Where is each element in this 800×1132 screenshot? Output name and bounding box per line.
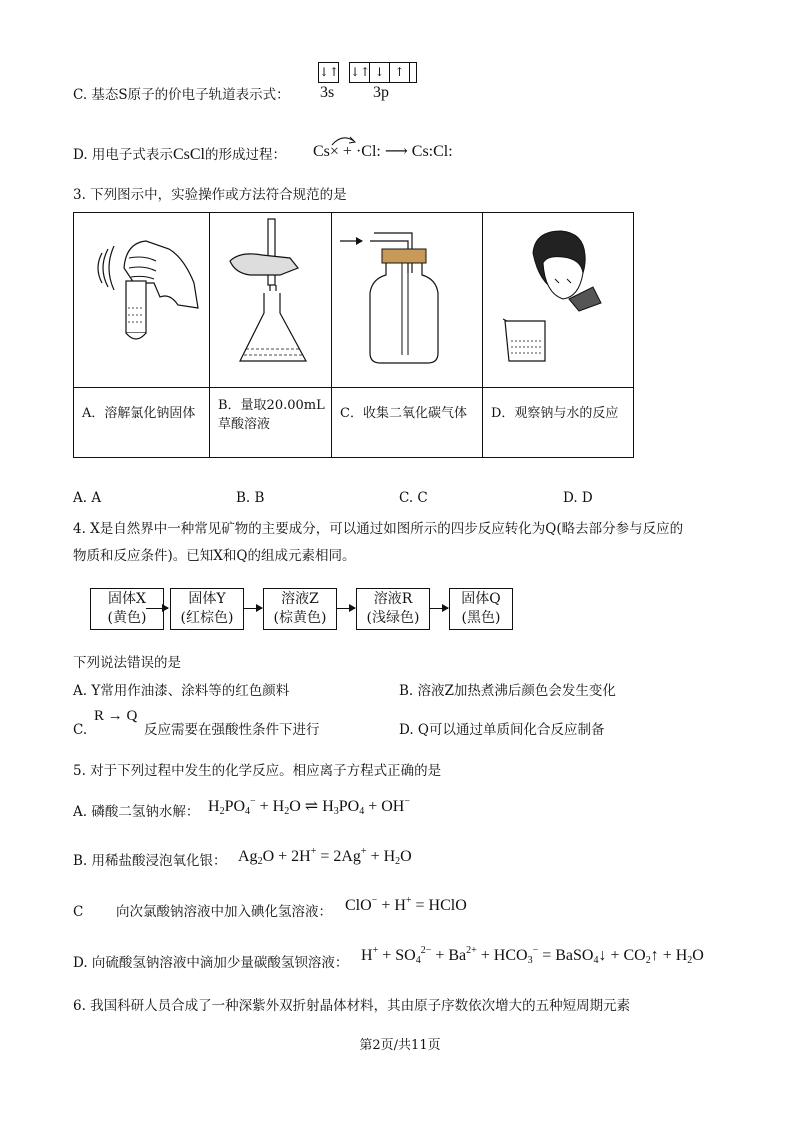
flow-arrow-4	[430, 608, 448, 609]
caption-a: A．溶解氯化钠固体	[74, 388, 210, 458]
flow-box-z-name: 溶液Z	[281, 591, 319, 607]
flow-box-q	[449, 588, 513, 630]
burette-flask-icon	[210, 213, 331, 383]
q3-option-a: A. A	[73, 490, 102, 506]
orbital-3p-box-2: ↓	[369, 62, 390, 83]
flow-box-r	[356, 588, 430, 630]
shaking-test-tube-icon	[74, 213, 209, 383]
q5-option-a-text: A. 磷酸二氢钠水解：	[73, 804, 200, 820]
orbital-3p-box-3: ↑	[389, 62, 410, 83]
q4-option-a: A. Y常用作油漆、涂料等的红色颜料	[73, 683, 290, 699]
q2-option-d-text-2: 的形成过程：	[204, 147, 286, 163]
q5-option-c-label: C	[73, 904, 84, 920]
orbital-label-3s: 3s	[320, 84, 335, 101]
flow-arrow-2	[244, 608, 262, 609]
flow-box-x-color: (黄色)	[107, 610, 147, 626]
flow-box-x	[90, 588, 164, 630]
q4-option-c-prefix: C.	[73, 722, 88, 738]
q5-option-a-equation: $H_2PO_4^- + H_2O$ ⇌ $H_3PO_4 + OH^-$	[208, 796, 410, 817]
orbital-3p-box-4	[409, 62, 417, 83]
q4-option-c-text: 反应需要在强酸性条件下进行	[144, 722, 320, 738]
q6-stem: 6. 我国科研人员合成了一种深紫外双折射晶体材料，其由原子序数依次增大的五种短周期元素	[73, 998, 631, 1014]
q4-option-c-formula: R → Q	[94, 708, 138, 724]
flow-box-x-name: 固体X	[108, 591, 146, 607]
q3-option-c: C. C	[399, 490, 428, 506]
cscl-formation-equation: Cs× + ·Cl: ⟶ Cs:Cl:	[313, 143, 453, 160]
q3-option-b: B. B	[236, 490, 265, 506]
experiment-d-image	[483, 213, 634, 388]
caption-c: C．收集二氧化碳气体	[332, 388, 483, 458]
electron-transfer-arrow-icon	[330, 133, 360, 147]
cscl-formula: CsCl	[172, 146, 205, 163]
flow-arrow-1	[146, 608, 168, 609]
flow-box-y	[170, 588, 244, 630]
gas-bottle-icon	[332, 213, 482, 383]
flow-arrow-3	[337, 608, 355, 609]
flow-box-y-name: 固体Y	[188, 591, 226, 607]
observing-reaction-icon	[483, 213, 633, 383]
q3-stem: 3. 下列图示中，实验操作或方法符合规范的是	[73, 187, 347, 203]
q4-stem-line-1: 4. X是自然界中一种常见矿物的主要成分，可以通过如图所示的四步反应转化为Q(略去部分参与反应的	[73, 521, 684, 537]
orbital-3p-box-1: ↓↑	[349, 62, 370, 83]
flow-box-z	[263, 588, 337, 630]
flow-box-r-name: 溶液R	[373, 591, 413, 607]
flow-box-q-name: 固体Q	[461, 591, 501, 607]
q5-option-d-text: D. 向硫酸氢钠溶液中滴加少量碳酸氢钡溶液：	[73, 955, 349, 971]
flow-box-y-color: (红棕色)	[180, 610, 234, 626]
caption-d: D．观察钠与水的反应	[483, 388, 634, 458]
q3-option-d: D. D	[563, 490, 593, 506]
experiment-c-image	[332, 213, 483, 388]
q5-option-b-text: B. 用稀盐酸浸泡氧化银：	[73, 853, 227, 869]
q2-option-d-text: D. 用电子式表示	[73, 147, 173, 163]
experiment-table	[73, 212, 634, 458]
q4-option-d: D. Q可以通过单质间化合反应制备	[399, 722, 605, 738]
caption-b: B．量取20.00mL草酸溶液	[210, 388, 332, 458]
q5-option-b-equation: $Ag_2O + 2H^+ = 2Ag^+ + H_2O$	[238, 846, 412, 867]
experiment-b-image	[210, 213, 332, 388]
q4-ask: 下列说法错误的是	[73, 655, 181, 671]
page-footer: 第2页/共11页	[359, 1038, 441, 1053]
flow-box-z-color: (棕黄色)	[273, 610, 327, 626]
q4-option-b: B. 溶液Z加热煮沸后颜色会发生变化	[399, 683, 616, 699]
orbital-3s-box: ↓↑	[318, 62, 339, 83]
orbital-label-3p: 3p	[373, 84, 389, 101]
q5-option-d-equation: $H^+ + SO_4^{2-} + Ba^{2+} + HCO_3^-$ = BaSO$_4$↓ + $CO_2↑ + H_2O$	[361, 945, 704, 966]
q5-stem: 5. 对于下列过程中发生的化学反应。相应离子方程式正确的是	[73, 763, 442, 779]
q2-option-c-text: C. 基态S原子的价电子轨道表示式：	[73, 87, 290, 103]
orbital-diagram	[318, 62, 418, 106]
q5-option-c-equation: ClO− + H+ = HClO	[345, 895, 467, 914]
q2-option-d	[73, 146, 286, 164]
experiment-a-image	[74, 213, 210, 388]
flow-box-q-color: (黑色)	[461, 610, 501, 626]
q5-option-c-text: 向次氯酸钠溶液中加入碘化氢溶液：	[116, 904, 332, 920]
q4-stem-line-2: 物质和反应条件)。已知X和Q的组成元素相同。	[73, 548, 356, 564]
flow-box-r-color: (浅绿色)	[366, 610, 420, 626]
